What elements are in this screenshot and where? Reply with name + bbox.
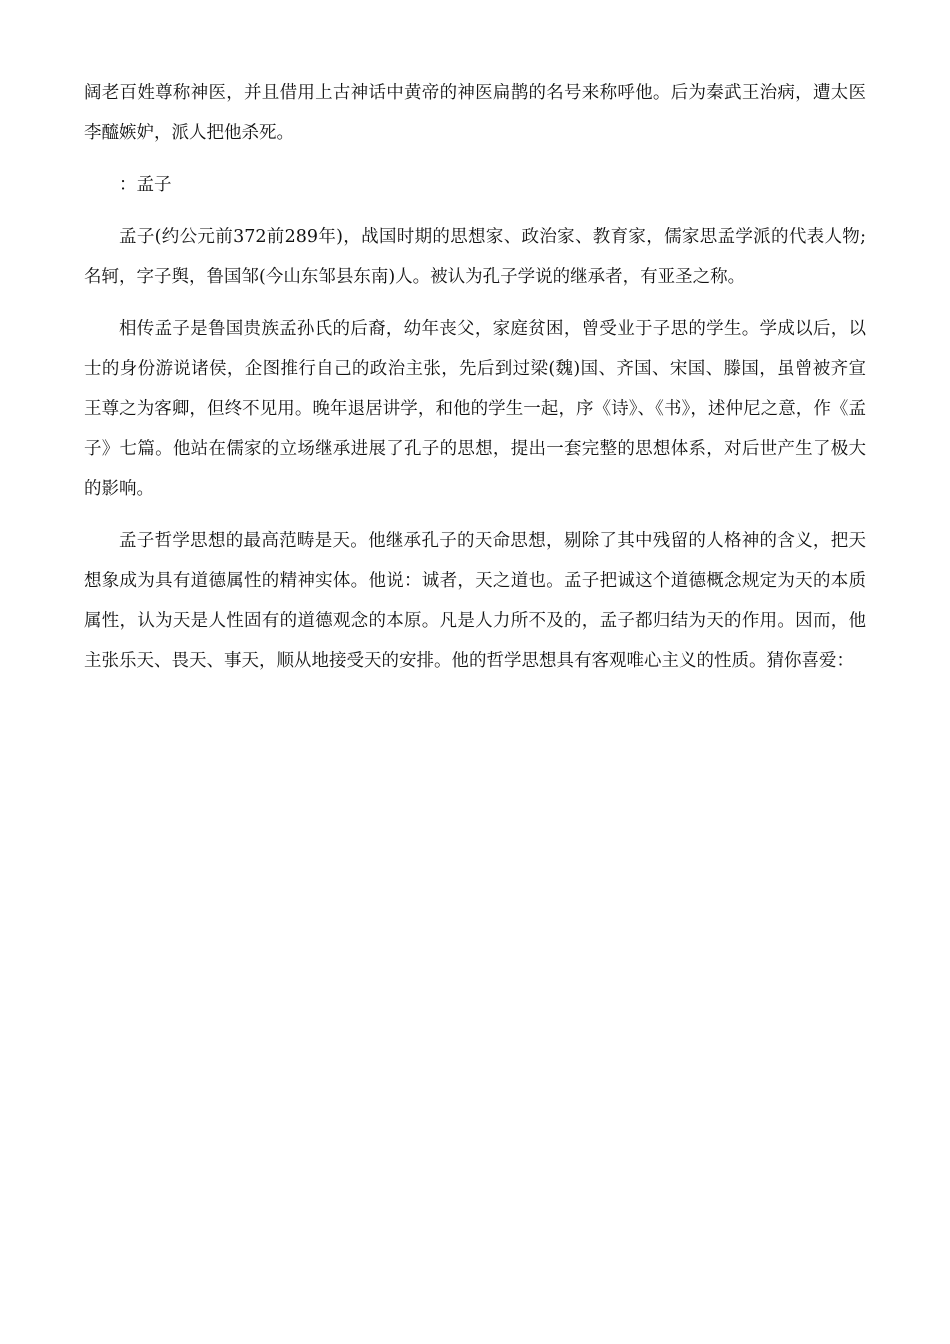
paragraph-mencius-philosophy: 孟子哲学思想的最高范畴是天。他继承孔子的天命思想，剔除了其中残留的人格神的含义，把天想象成为具有道德属性的精神实体。他说：诚者，天之道也。孟子把诚这个道德概念规定为天的本质属性，认为天是人性固有的道德观念的本原。凡是人力所不及的，孟子都归结为天的作用。因而，他主张乐天、畏天、事天，顺从地接受天的安排。他的哲学思想具有客观唯心主义的性质。猜你喜爱：	[84, 531, 866, 671]
paragraph-mencius-life: 相传孟子是鲁国贵族孟孙氏的后裔，幼年丧父，家庭贫困，曾受业于子思的学生。学成以后，以士的身份游说诸侯，企图推行自己的政治主张，先后到过梁(魏)国、齐国、宋国、滕国，虽曾被齐宣王尊之为客卿，但终不见用。晚年退居讲学，和他的学生一起，序《诗》、《书》，述仲尼之意，作《孟子》七篇。他站在儒家的立场继承进展了孔子的思想，提出一套完整的思想体系，对后世产生了极大的影响。	[84, 319, 866, 499]
section-heading-mencius: ：孟子	[119, 175, 172, 195]
paragraph-mencius-intro: 孟子(约公元前372前289年)，战国时期的思想家、政治家、教育家，儒家思孟学派的代表人物;名轲，字子舆，鲁国邹(今山东邹县东南)人。被认为孔子学说的继承者，有亚圣之称。	[84, 227, 866, 287]
paragraph-bianque-ending: 阔老百姓尊称神医，并且借用上古神话中黄帝的神医扁鹊的名号来称呼他。后为秦武王治病，遭太医李醯嫉妒，派人把他杀死。	[84, 83, 866, 143]
document-body	[84, 73, 866, 693]
